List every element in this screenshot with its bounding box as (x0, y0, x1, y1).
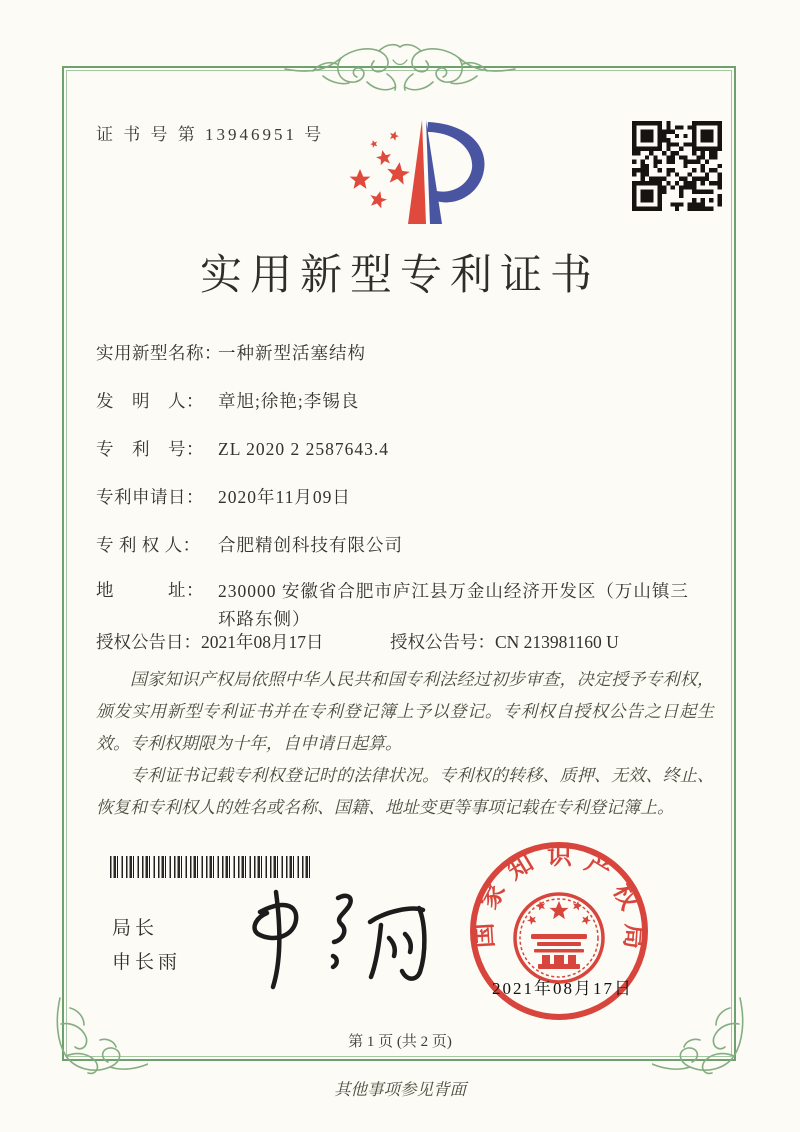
grant-number-value: CN 213981160 U (495, 632, 619, 652)
field-label: 专 利 权 人： (96, 535, 201, 555)
field-value: 合肥精创科技有限公司 (218, 535, 403, 555)
legal-paragraph-2: 专利证书记载专利权登记时的法律状况。专利权的转移、质押、无效、终止、恢复和专利权人的姓名或名称、国籍、地址变更等事项记载在专利登记簿上。 (96, 765, 714, 817)
grant-date-label: 授权公告日： (96, 632, 201, 652)
seal-ring-text: 国家知识产权局 (470, 842, 648, 950)
field-row-patent-number (96, 436, 389, 462)
field-row-patentee (96, 532, 403, 558)
grant-row (96, 629, 712, 654)
signer-name: 申长雨 (112, 952, 182, 974)
signer-title: 局长 (112, 918, 159, 939)
field-label: 专利申请日： (96, 487, 204, 507)
certificate-title: 实用新型专利证书 (199, 253, 600, 299)
field-label: 专 利 号： (96, 439, 204, 459)
field-value: 230000 安徽省合肥市庐江县万金山经济开发区（万山镇三环路东侧） (218, 581, 689, 629)
cnipa-patent-logo-icon (338, 112, 490, 234)
field-label: 实用新型名称： (96, 343, 222, 363)
grant-number-label: 授权公告号： (390, 632, 495, 652)
grant-date-value: 2021年08月17日 (201, 632, 324, 652)
seal-date: 2021年08月17日 (492, 979, 633, 998)
signer-block (112, 912, 181, 980)
page-number: 第 1 页 (共 2 页) (348, 1034, 452, 1050)
field-value: 章旭;徐艳;李锡良 (218, 391, 360, 411)
field-value: 2020年11月09日 (218, 487, 351, 507)
field-label: 地 址： (96, 580, 204, 600)
field-value: ZL 2020 2 2587643.4 (218, 439, 389, 459)
commissioner-signature (222, 882, 437, 997)
certificate-number: 证 书 号 第 13946951 号 (96, 125, 325, 144)
legal-text (96, 664, 714, 824)
barcode (110, 856, 310, 878)
qr-code (632, 121, 722, 211)
field-value: 一种新型活塞结构 (218, 343, 366, 363)
field-row-filing-date (96, 484, 351, 510)
legal-paragraph-1: 国家知识产权局依照中华人民共和国专利法经过初步审查，决定授予专利权，颁发实用新型专利证书并在专利登记簿上予以登记。专利权自授权公告之日起生效。专利权期限为十年，自申请日起算。 (96, 670, 714, 753)
field-row-utility-model-name (96, 340, 366, 366)
svg-text:国家知识产权局 (469, 842, 648, 950)
field-row-inventors (96, 388, 359, 414)
field-label: 发 明 人： (96, 391, 204, 411)
back-note: 其他事项参见背面 (334, 1080, 466, 1099)
field-row-address (96, 577, 696, 633)
